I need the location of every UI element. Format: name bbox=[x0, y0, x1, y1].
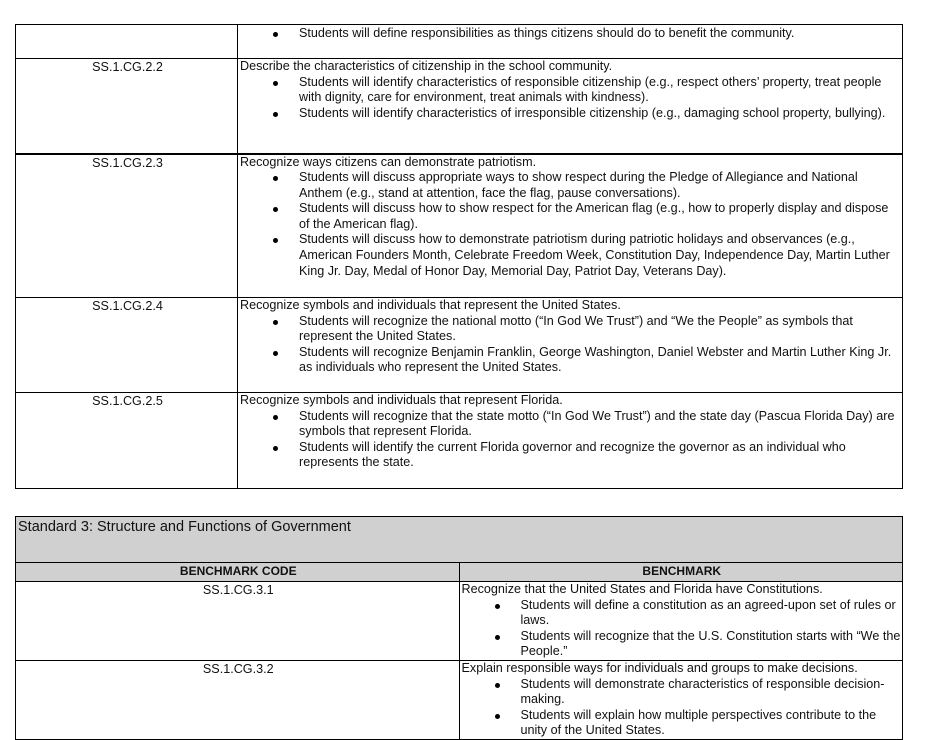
list-item: Students will demonstrate characteristics of responsible decision-making. bbox=[462, 677, 903, 708]
list-item: Students will recognize that the state motto (“In God We Trust”) and the state day (Pascua Florida Day) are symbols that represent Florida. bbox=[240, 409, 902, 440]
list-item: Students will recognize the national motto (“In God We Trust”) and “We the People” as symbols that represent the United States. bbox=[240, 314, 902, 345]
benchmark-code bbox=[16, 25, 238, 59]
column-header-code: BENCHMARK CODE bbox=[16, 563, 460, 582]
list-item: Students will define responsibilities as things citizens should do to benefit the community. bbox=[240, 26, 902, 42]
column-header-benchmark: BENCHMARK bbox=[459, 563, 903, 582]
benchmark-title: Explain responsible ways for individuals and groups to make decisions. bbox=[461, 660, 858, 675]
benchmark-cell bbox=[238, 59, 903, 154]
table-row bbox=[16, 393, 903, 489]
benchmark-cell bbox=[238, 393, 903, 489]
benchmark-cell bbox=[459, 582, 903, 661]
list-item: Students will explain how multiple perspectives contribute to the unity of the United States. bbox=[462, 708, 903, 739]
benchmark-cell bbox=[238, 25, 903, 59]
column-header-row bbox=[16, 563, 903, 582]
benchmark-code: SS.1.CG.2.4 bbox=[16, 298, 238, 393]
benchmark-code: SS.1.CG.3.2 bbox=[16, 660, 460, 739]
table-row bbox=[16, 660, 903, 739]
benchmark-title: Recognize that the United States and Florida have Constitutions. bbox=[461, 582, 823, 596]
table-row bbox=[16, 25, 903, 59]
benchmark-cell bbox=[238, 298, 903, 393]
list-item: Students will recognize Benjamin Franklin, George Washington, Daniel Webster and Martin Luther King Jr. as individuals who represent the United States. bbox=[240, 345, 902, 376]
list-item: Students will discuss how to show respect for the American flag (e.g., how to properly display and dispose of the American flag). bbox=[240, 201, 902, 232]
benchmark-title: Recognize symbols and individuals that represent the United States. bbox=[240, 298, 621, 312]
benchmark-code: SS.1.CG.2.3 bbox=[16, 154, 238, 298]
list-item: Students will identify the current Florida governor and recognize the governor as an individual who represents the state. bbox=[240, 440, 902, 471]
table-row bbox=[16, 582, 903, 661]
list-item: Students will discuss how to demonstrate patriotism during patriotic holidays and observances (e.g., American Founders Month, Celebrate Freedom Week, Constitution Day, Independence Day, Martin Luther King Jr. Day, Medal of Honor Day, Memorial Day, Patriot Day, Veterans Day). bbox=[240, 232, 902, 279]
list-item: Students will identify characteristics of responsible citizenship (e.g., respect others’ property, treat people with dignity, care for environment, treat animals with kindness). bbox=[240, 75, 902, 106]
list-item: Students will discuss appropriate ways to show respect during the Pledge of Allegiance and National Anthem (e.g., stand at attention, face the flag, pause conversations). bbox=[240, 170, 902, 201]
benchmark-code: SS.1.CG.2.5 bbox=[16, 393, 238, 489]
list-item: Students will recognize that the U.S. Constitution starts with “We the People.” bbox=[462, 629, 903, 660]
benchmark-code: SS.1.CG.3.1 bbox=[16, 582, 460, 661]
list-item: Students will identify characteristics of irresponsible citizenship (e.g., damaging school property, bullying). bbox=[240, 106, 902, 122]
table-row bbox=[16, 154, 903, 298]
benchmark-table-standard-3 bbox=[15, 516, 903, 740]
table-row bbox=[16, 298, 903, 393]
benchmark-code: SS.1.CG.2.2 bbox=[16, 59, 238, 154]
table-row bbox=[16, 59, 903, 154]
benchmark-title: Describe the characteristics of citizenship in the school community. bbox=[240, 59, 613, 73]
benchmark-cell bbox=[238, 154, 903, 298]
benchmark-title: Recognize ways citizens can demonstrate patriotism. bbox=[240, 154, 537, 169]
standard-title: Standard 3: Structure and Functions of Government bbox=[16, 517, 903, 563]
standard-header-row bbox=[16, 517, 903, 563]
benchmark-title: Recognize symbols and individuals that represent Florida. bbox=[240, 393, 563, 407]
list-item: Students will define a constitution as an agreed-upon set of rules or laws. bbox=[462, 598, 903, 629]
benchmark-table-standard-2 bbox=[15, 24, 903, 489]
benchmark-cell bbox=[459, 660, 903, 739]
